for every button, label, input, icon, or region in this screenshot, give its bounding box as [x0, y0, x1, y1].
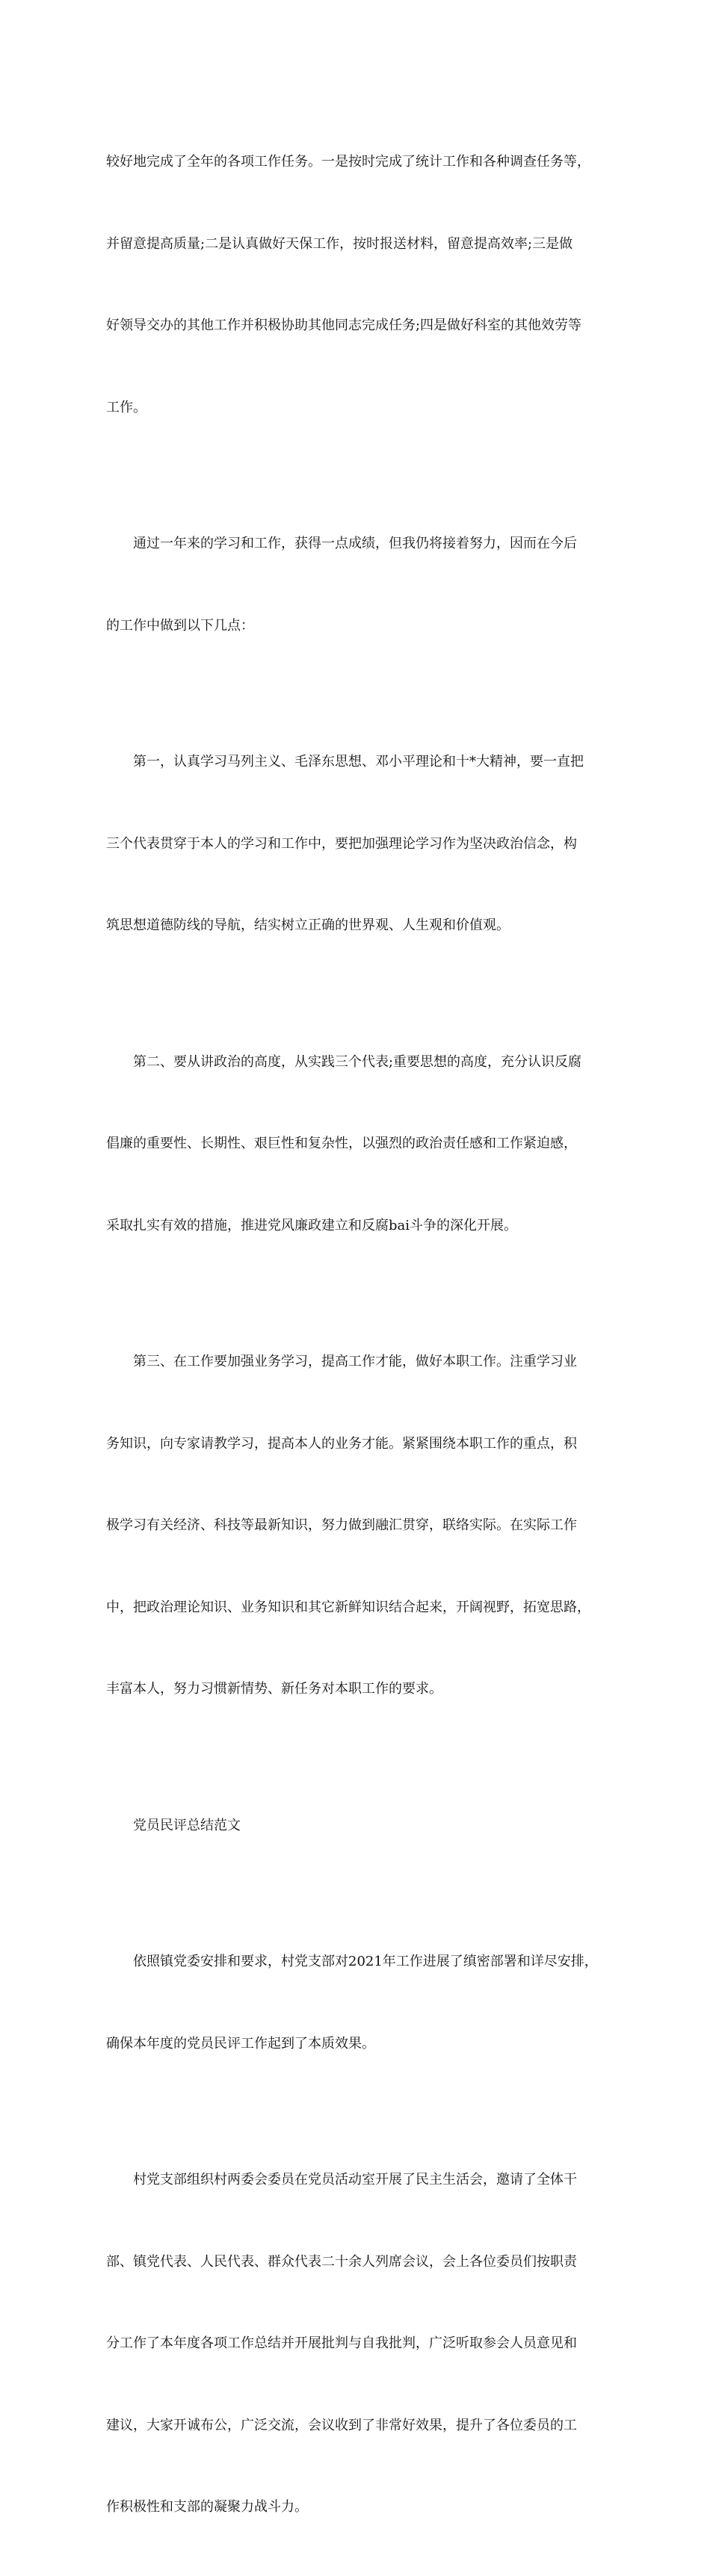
paragraph-point-three: [106, 1294, 605, 1758]
text-line: 部、镇党代表、人民代表、群众代表二十余人列席会议，会上各位委员们按职责: [106, 2253, 577, 2270]
text-line: 第二、要从讲政治的高度，从实践三个代表;重要思想的高度，充分认识反腐: [133, 1053, 582, 1070]
paragraph-work-summary: [106, 94, 605, 476]
text-line: 中，把政治理论知识、业务知识和其它新鲜知识结合起来，开阔视野，拓宽思路，: [106, 1599, 590, 1615]
text-line: 筑思想道德防线的导航，结实树立正确的世界观、人生观和价值观。: [106, 917, 510, 933]
text-line: 建议，大家开诚布公，广泛交流，会议收到了非常好效果，提升了各位委员的工: [106, 2417, 577, 2433]
text-line: 通过一年来的学习和工作，获得一点成绩，但我仍将接着努力，因而在今后: [133, 536, 577, 551]
paragraph-point-one: [106, 694, 605, 994]
text-line: 分工作了本年度各项工作总结并开展批判与自我批判，广泛听取参会人员意见和: [106, 2335, 577, 2351]
paragraph-point-two: [106, 994, 605, 1295]
section-heading: [106, 1758, 605, 1895]
paragraph-meeting: [106, 2112, 605, 2576]
text-line: 工作。: [106, 399, 146, 415]
text-line: 并留意提高质量;二是认真做好天保工作，按时报送材料，留意提高效率;三是做: [106, 235, 573, 252]
text-line: 的工作中做到以下几点：: [106, 617, 254, 634]
text-line: 三个代表贯穿于本人的学习和工作中，要把加强理论学习作为坚决政治信念，构: [106, 835, 577, 852]
text-line: 丰富本人，努力习惯新情势、新任务对本职工作的要求。: [106, 1681, 442, 1697]
text-line: 确保本年度的党员民评工作起到了本质效果。: [106, 2035, 375, 2052]
text-line: 采取扎实有效的措施，推进党风廉政建立和反腐bai斗争的深化开展。: [106, 1217, 518, 1233]
text-line: 较好地完成了全年的各项工作任务。一是按时完成了统计工作和各种调查任务等，: [106, 154, 590, 170]
text-line: 极学习有关经济、科技等最新知识，努力做到融汇贯穿，联络实际。在实际工作: [106, 1517, 577, 1533]
text-line: 务知识，向专家请教学习，提高本人的业务才能。紧紧围绕本职工作的重点，积: [106, 1435, 577, 1452]
text-line: 好领导交办的其他工作并积极协助其他同志完成任务;四是做好科室的其他效劳等: [106, 318, 582, 333]
text-line: 村党支部组织村两委会委员在党员活动室开展了民主生活会，邀请了全体干: [133, 2172, 577, 2188]
document-page: [106, 94, 605, 2576]
text-line: 作积极性和支部的凝聚力战斗力。: [106, 2499, 308, 2515]
paragraph-intro-points: [106, 476, 605, 694]
text-line: 第三、在工作要加强业务学习，提高工作才能，做好本职工作。注重学习业: [133, 1354, 577, 1369]
text-line: 依照镇党委安排和要求，村党支部对2021年工作进展了缜密部署和详尽安排，: [133, 1954, 598, 1969]
text-line: 第一，认真学习马列主义、毛泽东思想、邓小平理论和十*大精神，要一直把: [133, 754, 584, 770]
section-title: 党员民评总结范文: [133, 1817, 241, 1833]
text-line: 倡廉的重要性、长期性、艰巨性和复杂性，以强烈的政治责任感和工作紧迫感，: [106, 1136, 577, 1151]
paragraph-arrangement: [106, 1894, 605, 2112]
